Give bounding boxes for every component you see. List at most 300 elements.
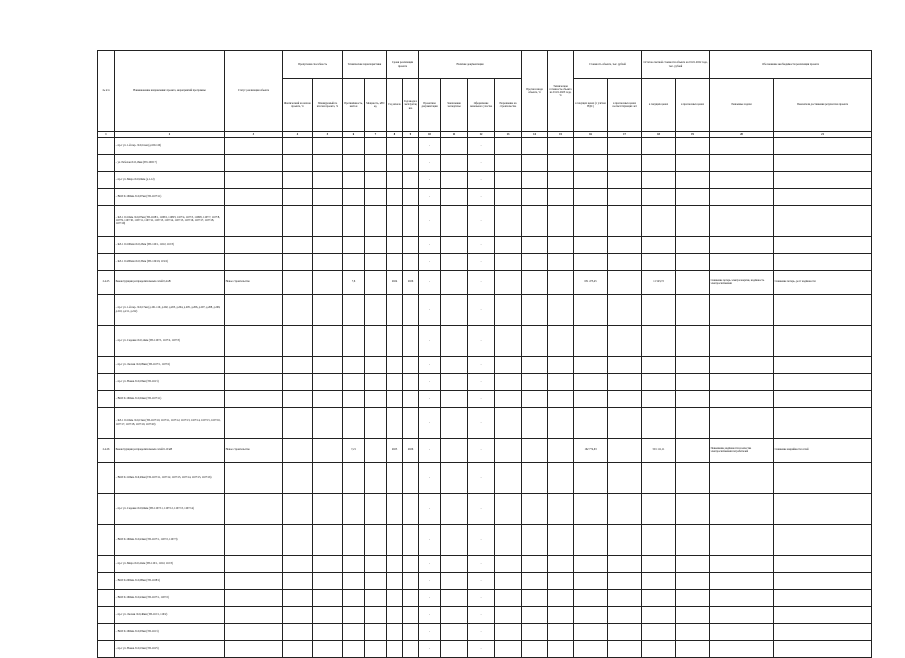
row-year-start bbox=[387, 572, 403, 589]
row-name: – КЛ-1 0=10мм Л=0,15км (ТП-1107/10, 1107/11, 1107/12, 1107/13, 1107/14, 1107/15, 1107/16, 1107/17, 1107/18, 1107/19, 1107/20) bbox=[115, 407, 225, 438]
table-row bbox=[98, 325, 872, 356]
table-cell bbox=[313, 438, 343, 462]
row-year-start bbox=[387, 188, 403, 205]
table-cell bbox=[283, 524, 313, 555]
column-number: 10 bbox=[419, 132, 441, 138]
table-cell bbox=[495, 253, 522, 270]
row-year-start bbox=[387, 462, 403, 493]
row-length bbox=[343, 390, 365, 407]
table-row bbox=[98, 171, 872, 188]
table-cell bbox=[283, 205, 313, 236]
row-length bbox=[343, 407, 365, 438]
row-status bbox=[225, 356, 283, 373]
table-cell bbox=[365, 623, 387, 640]
column-number: 8 bbox=[387, 132, 403, 138]
row-rest1 bbox=[642, 623, 676, 640]
table-cell bbox=[676, 623, 710, 640]
row-length bbox=[343, 154, 365, 171]
row-cost1 bbox=[574, 356, 608, 373]
row-just1: Снижение потерь электроэнергии, надёжность электроснабжения bbox=[710, 270, 774, 294]
row-doc3: - bbox=[468, 205, 495, 236]
row-cost1 bbox=[574, 572, 608, 589]
table-cell bbox=[283, 325, 313, 356]
table-row bbox=[98, 236, 872, 253]
table-cell bbox=[495, 356, 522, 373]
row-number bbox=[98, 589, 115, 606]
table-cell bbox=[676, 606, 710, 623]
row-rest1 bbox=[642, 188, 676, 205]
row-just2 bbox=[774, 137, 872, 154]
table-cell bbox=[676, 373, 710, 390]
row-just2 bbox=[774, 623, 872, 640]
row-just1 bbox=[710, 606, 774, 623]
table-row bbox=[98, 205, 872, 236]
row-number bbox=[98, 137, 115, 154]
row-number bbox=[98, 236, 115, 253]
table-cell bbox=[676, 407, 710, 438]
row-length bbox=[343, 137, 365, 154]
row-cost1: 162 774,63 bbox=[574, 438, 608, 462]
table-cell bbox=[441, 137, 468, 154]
row-doc3: - bbox=[468, 356, 495, 373]
column-number: 1 bbox=[98, 132, 115, 138]
row-doc1: - bbox=[419, 188, 441, 205]
table-cell bbox=[495, 325, 522, 356]
table-cell bbox=[313, 294, 343, 325]
table-cell bbox=[608, 253, 642, 270]
table-cell bbox=[283, 154, 313, 171]
row-rest1 bbox=[642, 407, 676, 438]
table-cell bbox=[522, 373, 548, 390]
row-rest1 bbox=[642, 493, 676, 524]
table-cell bbox=[495, 154, 522, 171]
row-number bbox=[98, 294, 115, 325]
row-year-end bbox=[403, 572, 419, 589]
row-just2 bbox=[774, 555, 872, 572]
table-cell bbox=[676, 524, 710, 555]
row-just2 bbox=[774, 390, 872, 407]
column-number: 17 bbox=[608, 132, 642, 138]
table-cell bbox=[548, 137, 574, 154]
row-year-end bbox=[403, 137, 419, 154]
row-just1 bbox=[710, 154, 774, 171]
row-status bbox=[225, 253, 283, 270]
header-power: Мощность, кВт/ед. bbox=[365, 79, 387, 132]
column-number: 11 bbox=[441, 132, 468, 138]
row-year-end: 2026 bbox=[403, 270, 419, 294]
table-cell bbox=[313, 154, 343, 171]
table-cell bbox=[313, 356, 343, 373]
table-cell bbox=[313, 640, 343, 657]
document-page bbox=[97, 50, 849, 650]
header-doc4: Разрешение на строительство bbox=[495, 79, 522, 132]
row-doc3: - bbox=[468, 270, 495, 294]
row-rest1 bbox=[642, 606, 676, 623]
row-number bbox=[98, 606, 115, 623]
table-cell bbox=[365, 270, 387, 294]
row-year-end bbox=[403, 294, 419, 325]
table-row bbox=[98, 407, 872, 438]
header-doc3: Оформление земельного участка bbox=[468, 79, 495, 132]
row-year-start bbox=[387, 555, 403, 572]
row-name: – КЛ-1 0=10мм Л=0,07км (ТП-1108/1, 1108/2, 1108/3, 1107/4, 1107/5, 1108/6, 1107/7, 1107/8, 1107/9, 1107/10, 1107/11, 1107/12, 1107/13, 1107/14, 1107/15, 1107/16, 1107/17, 1107/18, 1107/19) bbox=[115, 205, 225, 236]
row-number bbox=[98, 493, 115, 524]
row-number bbox=[98, 462, 115, 493]
row-name: – ВОЛ 0=160мм Л=0,24км (ТП-1107/1, 1107/2, 1107/3) bbox=[115, 524, 225, 555]
row-year-start bbox=[387, 236, 403, 253]
row-just2 bbox=[774, 236, 872, 253]
table-cell bbox=[522, 205, 548, 236]
table-cell bbox=[608, 407, 642, 438]
table-cell bbox=[283, 294, 313, 325]
header-cap-actual: Фактический на начало проекта, % bbox=[283, 79, 313, 132]
table-cell bbox=[313, 325, 343, 356]
row-number bbox=[98, 407, 115, 438]
row-number bbox=[98, 171, 115, 188]
table-cell bbox=[283, 555, 313, 572]
table-cell bbox=[365, 640, 387, 657]
row-year-end bbox=[403, 188, 419, 205]
table-cell bbox=[283, 270, 313, 294]
row-length bbox=[343, 572, 365, 589]
table-cell bbox=[441, 270, 468, 294]
table-cell bbox=[495, 373, 522, 390]
row-year-end bbox=[403, 589, 419, 606]
table-cell bbox=[441, 623, 468, 640]
row-year-start bbox=[387, 623, 403, 640]
table-cell bbox=[676, 555, 710, 572]
table-cell bbox=[313, 589, 343, 606]
row-year-end bbox=[403, 356, 419, 373]
table-cell bbox=[608, 205, 642, 236]
column-number: 4 bbox=[283, 132, 313, 138]
row-number bbox=[98, 555, 115, 572]
row-status bbox=[225, 623, 283, 640]
row-just2 bbox=[774, 493, 872, 524]
row-year-start bbox=[387, 606, 403, 623]
table-cell bbox=[522, 589, 548, 606]
table-cell bbox=[522, 253, 548, 270]
row-year-start bbox=[387, 154, 403, 171]
row-number bbox=[98, 623, 115, 640]
row-cost1 bbox=[574, 640, 608, 657]
table-cell bbox=[608, 606, 642, 623]
row-year-start bbox=[387, 205, 403, 236]
table-cell bbox=[548, 205, 574, 236]
row-just1 bbox=[710, 640, 774, 657]
row-name: – пр-т ул. Лесная Л=0,46км (ТП-110/1, 110/2) bbox=[115, 606, 225, 623]
table-cell bbox=[365, 572, 387, 589]
row-just1 bbox=[710, 589, 774, 606]
header-status: Статус реализации объекта bbox=[225, 51, 283, 132]
row-year-start: 2025 bbox=[387, 438, 403, 462]
row-rest1 bbox=[642, 390, 676, 407]
row-name: – КЛ-1 0=200мм Л=0,35км (ТП-119/19, 119/2) bbox=[115, 253, 225, 270]
row-year-start bbox=[387, 524, 403, 555]
table-cell bbox=[365, 253, 387, 270]
table-cell bbox=[365, 438, 387, 462]
row-cost1 bbox=[574, 407, 608, 438]
row-cost1 bbox=[574, 555, 608, 572]
row-doc1: - bbox=[419, 572, 441, 589]
table-cell bbox=[495, 236, 522, 253]
table-row bbox=[98, 373, 872, 390]
table-cell bbox=[365, 325, 387, 356]
row-cost1 bbox=[574, 493, 608, 524]
table-cell bbox=[676, 493, 710, 524]
row-rest1 bbox=[642, 137, 676, 154]
table-cell bbox=[313, 407, 343, 438]
row-doc3: - bbox=[468, 188, 495, 205]
table-cell bbox=[676, 640, 710, 657]
table-cell bbox=[676, 356, 710, 373]
row-year-end bbox=[403, 462, 419, 493]
header-doc1: Проектная документация bbox=[419, 79, 441, 132]
header-cost2: в прогнозных ценах соответствующих лет bbox=[608, 79, 642, 132]
table-cell bbox=[441, 572, 468, 589]
table-cell bbox=[548, 438, 574, 462]
column-number: 21 bbox=[774, 132, 872, 138]
row-length bbox=[343, 606, 365, 623]
row-length bbox=[343, 555, 365, 572]
row-rest1 bbox=[642, 524, 676, 555]
table-cell bbox=[548, 462, 574, 493]
table-cell bbox=[283, 438, 313, 462]
row-number bbox=[98, 572, 115, 589]
table-cell bbox=[608, 524, 642, 555]
row-name: – пр-т ул. Садовая Л=0,64км (ТП-1107/11, 1107/12, 1107/13, 1107/14) bbox=[115, 493, 225, 524]
table-cell bbox=[441, 640, 468, 657]
table-cell bbox=[313, 270, 343, 294]
table-cell bbox=[548, 154, 574, 171]
column-number: 12 bbox=[468, 132, 495, 138]
table-cell bbox=[522, 270, 548, 294]
row-year-end bbox=[403, 524, 419, 555]
table-cell bbox=[313, 623, 343, 640]
row-rest1 bbox=[642, 589, 676, 606]
header-capacity: Пропускная способность bbox=[283, 51, 343, 79]
row-number bbox=[98, 253, 115, 270]
header-cost: Стоимость объекта, тыс. рублей bbox=[574, 51, 642, 79]
table-cell bbox=[495, 171, 522, 188]
row-just2 bbox=[774, 294, 872, 325]
table-cell bbox=[441, 589, 468, 606]
table-cell bbox=[313, 236, 343, 253]
row-cost1 bbox=[574, 236, 608, 253]
header-docs: Наличие документации bbox=[419, 51, 522, 79]
header-cap-plan: Планируемый по итогам проекта, % bbox=[313, 79, 343, 132]
table-cell bbox=[365, 188, 387, 205]
table-cell bbox=[495, 524, 522, 555]
row-cost1 bbox=[574, 171, 608, 188]
row-year-end bbox=[403, 493, 419, 524]
row-status bbox=[225, 294, 283, 325]
table-cell bbox=[365, 589, 387, 606]
row-just2 bbox=[774, 373, 872, 390]
row-year-start bbox=[387, 493, 403, 524]
table-cell bbox=[608, 294, 642, 325]
header-name: Наименование направления/ проекта, мероприятий программы bbox=[115, 51, 225, 132]
table-cell bbox=[313, 373, 343, 390]
table-cell bbox=[608, 589, 642, 606]
header-just1: Решаемые задачи bbox=[710, 79, 774, 132]
table-cell bbox=[441, 407, 468, 438]
table-cell bbox=[495, 438, 522, 462]
row-year-end bbox=[403, 623, 419, 640]
table-cell bbox=[608, 325, 642, 356]
row-rest1: 501 111,11 bbox=[642, 438, 676, 462]
table-cell bbox=[365, 407, 387, 438]
row-length bbox=[343, 205, 365, 236]
row-status bbox=[225, 407, 283, 438]
row-just2 bbox=[774, 407, 872, 438]
table-cell bbox=[522, 407, 548, 438]
row-doc1: - bbox=[419, 270, 441, 294]
row-length bbox=[343, 373, 365, 390]
row-name: – КЛ-1 0=160мм Л=0,23км (ТП-110/1, 110/2, 110/3) bbox=[115, 236, 225, 253]
row-number bbox=[98, 188, 115, 205]
table-cell bbox=[495, 606, 522, 623]
table-cell bbox=[495, 390, 522, 407]
table-cell bbox=[548, 171, 574, 188]
table-cell bbox=[676, 205, 710, 236]
row-doc3: - bbox=[468, 462, 495, 493]
row-length bbox=[343, 493, 365, 524]
table-cell bbox=[441, 253, 468, 270]
table-cell bbox=[313, 524, 343, 555]
table-row bbox=[98, 356, 872, 373]
row-rest1 bbox=[642, 572, 676, 589]
table-cell bbox=[441, 462, 468, 493]
row-doc3: - bbox=[468, 555, 495, 572]
row-name: – ул. Рабочая Л=0,16км (ТП-100/17) bbox=[115, 154, 225, 171]
table-cell bbox=[522, 640, 548, 657]
row-year-start bbox=[387, 373, 403, 390]
table-cell bbox=[522, 390, 548, 407]
row-cost1 bbox=[574, 137, 608, 154]
row-number bbox=[98, 373, 115, 390]
row-rest1 bbox=[642, 236, 676, 253]
table-row bbox=[98, 154, 872, 171]
row-rest1 bbox=[642, 325, 676, 356]
row-just2 bbox=[774, 640, 872, 657]
row-doc3: - bbox=[468, 171, 495, 188]
table-cell bbox=[608, 270, 642, 294]
row-length bbox=[343, 640, 365, 657]
row-just1 bbox=[710, 253, 774, 270]
row-just2 bbox=[774, 572, 872, 589]
column-number: 3 bbox=[225, 132, 283, 138]
row-doc1: - bbox=[419, 154, 441, 171]
table-cell bbox=[676, 325, 710, 356]
row-name: – пр-т ул. 1-й пер. Л=0,17км (д.101-110, д.202, д.203, д.204, д.205, д.206, д.207, д.208, д.209, д.210, д.211, д.212) bbox=[115, 294, 225, 325]
row-name: Реконструкция распределительных сетей 0,4 кВ bbox=[115, 270, 225, 294]
table-cell bbox=[608, 555, 642, 572]
header-cost1: в текущих ценах (с учётом НДС) bbox=[574, 79, 608, 132]
table-cell bbox=[522, 623, 548, 640]
row-year-end bbox=[403, 171, 419, 188]
header-forecast: Прогноз ввода объекта, % bbox=[522, 51, 548, 132]
table-cell bbox=[365, 236, 387, 253]
row-doc1: - bbox=[419, 438, 441, 462]
row-status bbox=[225, 555, 283, 572]
row-name: – пр-т ул. Новая Л=0,18км (ТП-110/1) bbox=[115, 373, 225, 390]
row-year-end bbox=[403, 154, 419, 171]
table-cell bbox=[522, 438, 548, 462]
table-cell bbox=[313, 253, 343, 270]
table-cell bbox=[676, 253, 710, 270]
table-cell bbox=[441, 555, 468, 572]
table-cell bbox=[441, 236, 468, 253]
row-number bbox=[98, 524, 115, 555]
row-year-start bbox=[387, 325, 403, 356]
row-status bbox=[225, 524, 283, 555]
table-cell bbox=[283, 407, 313, 438]
row-year-start bbox=[387, 640, 403, 657]
table-cell bbox=[283, 589, 313, 606]
header-doc2: Заключение экспертизы bbox=[441, 79, 468, 132]
row-name: – ВОЛ 0=160мм Л=0,24км (ТП-1107/1, 1107/2) bbox=[115, 589, 225, 606]
table-cell bbox=[365, 493, 387, 524]
table-cell bbox=[283, 623, 313, 640]
table-cell bbox=[608, 154, 642, 171]
row-status bbox=[225, 589, 283, 606]
row-length bbox=[343, 356, 365, 373]
header-readiness: Техническая готовность объекта на 01.01.2023 года, % bbox=[548, 51, 574, 132]
table-cell bbox=[283, 493, 313, 524]
row-year-end bbox=[403, 253, 419, 270]
row-just1: Повышение надёжности и качества электроснабжения потребителей bbox=[710, 438, 774, 462]
table-cell bbox=[441, 356, 468, 373]
row-doc1: - bbox=[419, 205, 441, 236]
table-cell bbox=[522, 524, 548, 555]
table-cell bbox=[608, 171, 642, 188]
table-cell bbox=[365, 356, 387, 373]
row-number bbox=[98, 640, 115, 657]
row-rest1 bbox=[642, 640, 676, 657]
table-cell bbox=[495, 137, 522, 154]
table-cell bbox=[313, 188, 343, 205]
table-cell bbox=[522, 462, 548, 493]
table-cell bbox=[522, 236, 548, 253]
row-doc3: - bbox=[468, 606, 495, 623]
table-cell bbox=[365, 154, 387, 171]
row-cost1: 651 473,45 bbox=[574, 270, 608, 294]
column-number: 13 bbox=[495, 132, 522, 138]
row-just2 bbox=[774, 188, 872, 205]
row-year-end: 2026 bbox=[403, 438, 419, 462]
header-year-start: Год начала bbox=[387, 79, 403, 132]
row-doc3: - bbox=[468, 325, 495, 356]
row-status bbox=[225, 154, 283, 171]
row-doc3: - bbox=[468, 137, 495, 154]
table-cell bbox=[441, 325, 468, 356]
column-number: 19 bbox=[676, 132, 710, 138]
table-cell bbox=[365, 137, 387, 154]
row-just2: Снижение потерь, рост надёжности bbox=[774, 270, 872, 294]
row-name: – ВОЛ 0=110мм Л=0,29км (ТП-1107/11, 1107/12, 1107/13, 1107/14, 1107/15, 1107/16) bbox=[115, 462, 225, 493]
table-cell bbox=[676, 589, 710, 606]
table-cell bbox=[495, 188, 522, 205]
header-rest2: в прогнозных ценах bbox=[676, 79, 710, 132]
row-name: – ВОЛ 0=160мм Л=0,07км (ТП-1107/11) bbox=[115, 188, 225, 205]
table-cell bbox=[548, 390, 574, 407]
row-just1 bbox=[710, 356, 774, 373]
row-cost1 bbox=[574, 589, 608, 606]
table-cell bbox=[495, 555, 522, 572]
column-number: 20 bbox=[710, 132, 774, 138]
table-cell bbox=[441, 373, 468, 390]
